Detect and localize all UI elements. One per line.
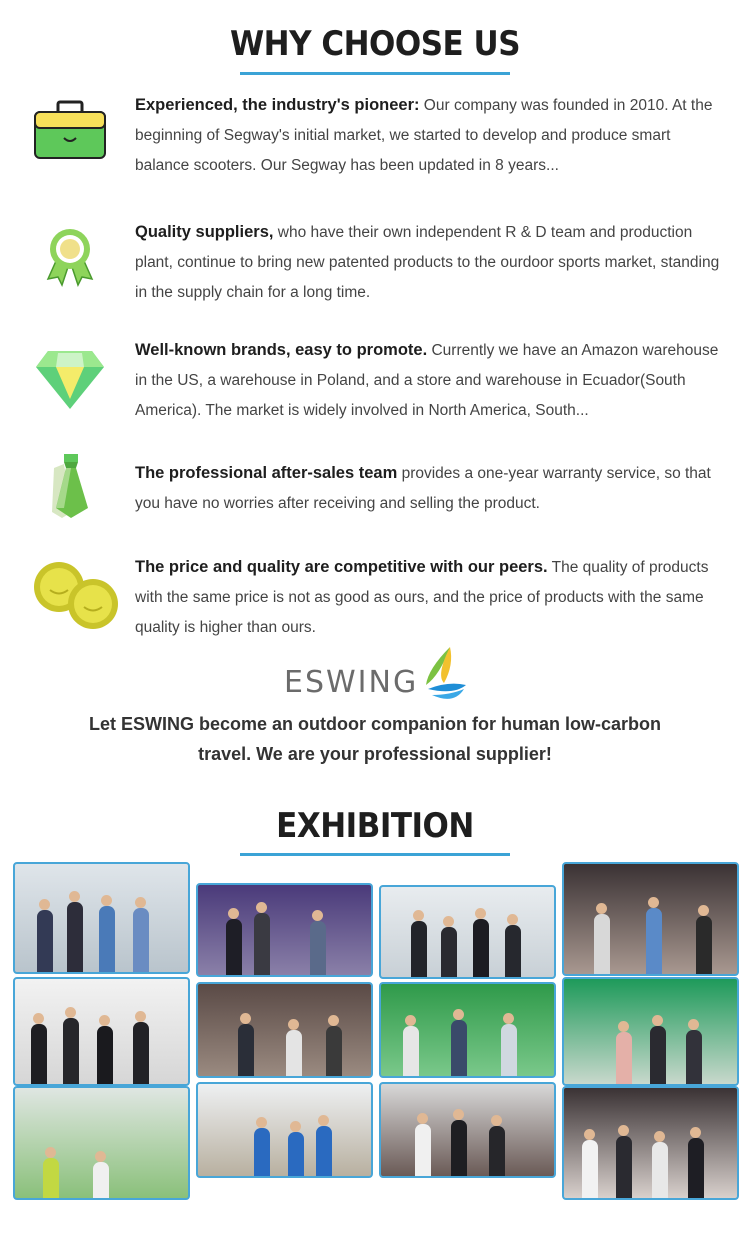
- feature-text: [135, 552, 720, 643]
- brand-logo: [0, 645, 750, 707]
- feature-body: Our company was founded in 2010. At the beginning of Segway's initial market, we started to develop and produce smart balance scooters. Our Segway has been updated in 8 years...: [135, 97, 713, 174]
- exhibition-title: EXHIBITION: [276, 806, 474, 846]
- feature-heading: Experienced, the industry's pioneer:: [135, 96, 420, 114]
- exhibition-photo: [196, 982, 373, 1078]
- brand-name: ESWING: [284, 665, 419, 700]
- exhibition-photo: [196, 1082, 373, 1178]
- exhibition-photo: [562, 1086, 739, 1200]
- diamond-icon: [34, 349, 106, 416]
- necktie-icon: [50, 454, 92, 525]
- exhibition-photo: [13, 977, 190, 1086]
- feature-text: [135, 217, 720, 308]
- why-choose-us-title: WHY CHOOSE US: [229, 24, 521, 64]
- feature-text: [135, 90, 720, 181]
- exhibition-underline: [240, 853, 510, 856]
- feature-heading: Well-known brands, easy to promote.: [135, 341, 428, 359]
- exhibition-photo: [562, 862, 739, 976]
- exhibition-photo: [379, 885, 556, 979]
- tagline-line-1: Let ESWING become an outdoor companion for human low-carbon: [88, 714, 662, 734]
- feature-body: The quality of products with the same price is not as good as ours, and the price of products with the same quality is higher than ours.: [135, 559, 709, 636]
- exhibition-photo: [379, 1082, 556, 1178]
- exhibition-photo: [13, 862, 190, 974]
- briefcase-icon: [34, 100, 106, 165]
- feature-text: [135, 458, 720, 519]
- feature-text: [135, 335, 720, 426]
- why-choose-us-underline: [240, 72, 510, 75]
- leaf-logo-icon: [424, 645, 468, 705]
- feature-heading: The professional after-sales team: [135, 464, 398, 482]
- tagline-line-2: travel. We are your professional supplier!: [198, 744, 552, 764]
- feature-body: who have their own independent R & D team and production plant, continue to bring new patented products to the ourdoor sports market, standing in the supply chain for a long time.: [135, 224, 720, 301]
- exhibition-photo: [13, 1086, 190, 1200]
- exhibition-photo: [379, 982, 556, 1078]
- feature-heading: The price and quality are competitive with our peers.: [135, 558, 548, 576]
- exhibition-photo: [562, 977, 739, 1086]
- award-ribbon-icon: [44, 227, 96, 292]
- coins-icon: [32, 560, 120, 637]
- exhibition-photo: [196, 883, 373, 977]
- feature-body: Currently we have an Amazon warehouse in the US, a warehouse in Poland, and a store and warehouse in Ecuador(South America). The market is widely involved in North America, South...: [135, 342, 719, 419]
- feature-heading: Quality suppliers,: [135, 223, 274, 241]
- feature-body: provides a one-year warranty service, so that you have no worries after receiving and selling the product.: [135, 465, 711, 512]
